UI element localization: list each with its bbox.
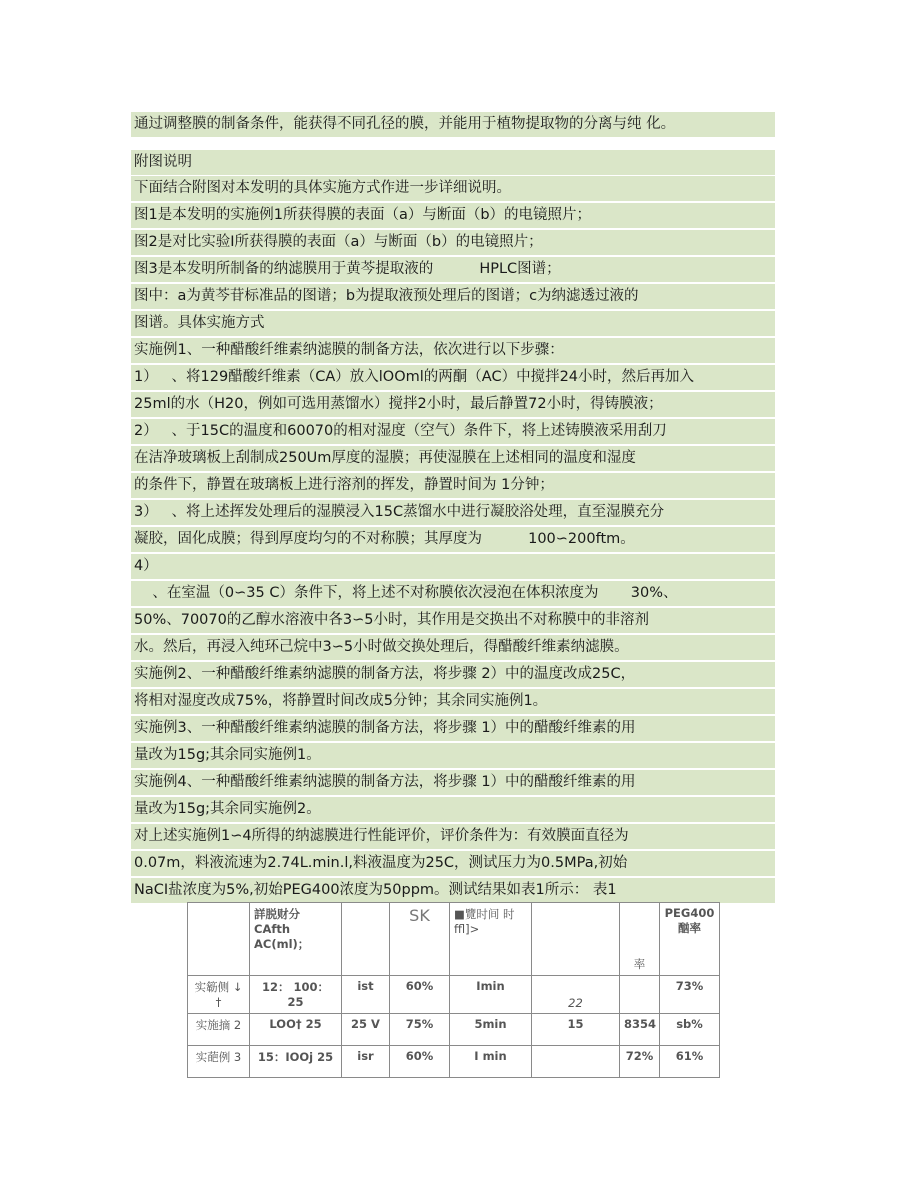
table-cell: 22: [532, 976, 620, 1013]
text-line: 图3是本发明所制备的纳滤膜用于黄芩提取液的 HPLC图谱；: [131, 257, 775, 282]
text-line: 量改为15g;其余同实施例1。: [131, 743, 775, 768]
text-line: 图1是本发明的实施例1所获得膜的表面（a）与断面（b）的电镜照片；: [131, 203, 775, 228]
header-cell: [188, 903, 250, 976]
table-cell: 72%: [620, 1045, 660, 1077]
table-cell: [620, 976, 660, 1013]
text-line: 下面结合附图对本发明的具体实施方式作进一步详细说明。: [131, 176, 775, 201]
section-heading: 附图说明: [131, 150, 775, 175]
header-cell: [342, 903, 390, 976]
text-line: 1） 、将129醋酸纤维素（CA）放入lOOml的两酮（AC）中搅拌24小时，然后再加入: [131, 365, 775, 390]
table-cell: isr: [342, 1045, 390, 1077]
text-line: 图2是对比实验Ⅰ所获得膜的表面（a）与断面（b）的电镜照片；: [131, 230, 775, 255]
table-cell: 实簕侧 ↓ †: [188, 976, 250, 1013]
text-line: 2） 、于15C的温度和60070的相对湿度（空气）条件下，将上述铸膜液采用刮刀: [131, 419, 775, 444]
text-line: 50%、70070的乙醇水溶液中各3∽5小时，其作用是交换出不对称膜中的非溶剂: [131, 608, 775, 633]
table-cell: LOO† 25: [250, 1013, 342, 1045]
text-line: 水。然后，再浸入纯环己烷中3∽5小时做交换处理后，得醋酸纤维素纳滤膜。: [131, 635, 775, 660]
table-cell: 15: [532, 1013, 620, 1045]
header-cell: ■覽时间 时 ffl]>: [450, 903, 532, 976]
table-row: [188, 976, 720, 1013]
text-line: 实施例4、一种醋酸纤维素纳滤膜的制备方法，将步骤 1）中的醋酸纤维素的用: [131, 770, 775, 795]
table-cell: I min: [450, 1045, 532, 1077]
table-header-row: [188, 903, 720, 976]
header-cell: SK: [390, 903, 450, 976]
text-line: 的条件下，静置在玻璃板上进行溶剂的挥发，静置时间为 1分钟；: [131, 473, 775, 498]
table-cell: [532, 1045, 620, 1077]
table-cell: 实施摘 2: [188, 1013, 250, 1045]
text-line: 、在室温（0∽35 C）条件下，将上述不对称膜依次浸泡在体积浓度为 30%、: [131, 581, 775, 606]
header-cell: PEG400 酗率: [660, 903, 720, 976]
table-cell: 8354: [620, 1013, 660, 1045]
text-line: 实施例3、一种醋酸纤维素纳滤膜的制备方法，将步骤 1）中的醋酸纤维素的用: [131, 716, 775, 741]
table-cell: 73%: [660, 976, 720, 1013]
text-line: 3） 、将上述挥发处理后的湿膜浸入15C蒸馏水中进行凝胶浴处理，直至湿膜充分: [131, 500, 775, 525]
table-cell: 5min: [450, 1013, 532, 1045]
results-table: [187, 902, 720, 1078]
text-line: 实施例2、一种醋酸纤维素纳滤膜的制备方法，将步骤 2）中的温度改成25C，: [131, 662, 775, 687]
table-cell: ist: [342, 976, 390, 1013]
text-line: 量改为15g;其余同实施例2。: [131, 797, 775, 822]
header-cell: 詳脱财分 CAfth AC(ml)；: [250, 903, 342, 976]
text-line: 将相对湿度改成75%，将静置时间改成5分钟；其余同实施例1。: [131, 689, 775, 714]
text-line: 图中：a为黄芩苷标准品的图谱；b为提取液预处理后的图谱；c为纳滤透过液的: [131, 284, 775, 309]
header-cell: [532, 903, 620, 976]
text-line: 0.07m，料液流速为2.74L.min.l,料液温度为25C，测试压力为0.5MPa,初始: [131, 851, 775, 876]
text-line: NaCI盐浓度为5%,初始PEG400浓度为50ppm。测试结果如表1所示： 表1: [131, 878, 775, 903]
table-cell: 61%: [660, 1045, 720, 1077]
table-cell: sb%: [660, 1013, 720, 1045]
table-cell: 60%: [390, 976, 450, 1013]
table-cell: 实葩例 3: [188, 1045, 250, 1077]
table-cell: 75%: [390, 1013, 450, 1045]
table-cell: 15：IOOj 25: [250, 1045, 342, 1077]
text-line: 4）: [131, 554, 775, 579]
table-row: [188, 1045, 720, 1077]
text-line: 对上述实施例1∽4所得的纳滤膜进行性能评价，评价条件为：有效膜面直径为: [131, 824, 775, 849]
table-cell: 25 V: [342, 1013, 390, 1045]
text-line: 25ml的水（H20，例如可选用蒸馏水）搅拌2小时，最后静置72小时，得铸膜液；: [131, 392, 775, 417]
header-cell: 率: [620, 903, 660, 976]
text-line: 实施例1、一种醋酸纤维素纳滤膜的制备方法，依次进行以下步骤：: [131, 338, 775, 363]
table-cell: 60%: [390, 1045, 450, 1077]
text-line: 凝胶，固化成膜；得到厚度均匀的不对称膜；其厚度为 100∽200ftm。: [131, 527, 775, 552]
text-line: 在洁净玻璃板上刮制成250Um厚度的湿膜；再使湿膜在上述相同的温度和湿度: [131, 446, 775, 471]
table-row: [188, 1013, 720, 1045]
text-line: 图谱。具体实施方式: [131, 311, 775, 336]
table-cell: 12： 100： 25: [250, 976, 342, 1013]
text-line: 通过调整膜的制备条件，能获得不同孔径的膜，并能用于植物提取物的分离与纯 化。: [131, 112, 775, 137]
table-cell: Imin: [450, 976, 532, 1013]
